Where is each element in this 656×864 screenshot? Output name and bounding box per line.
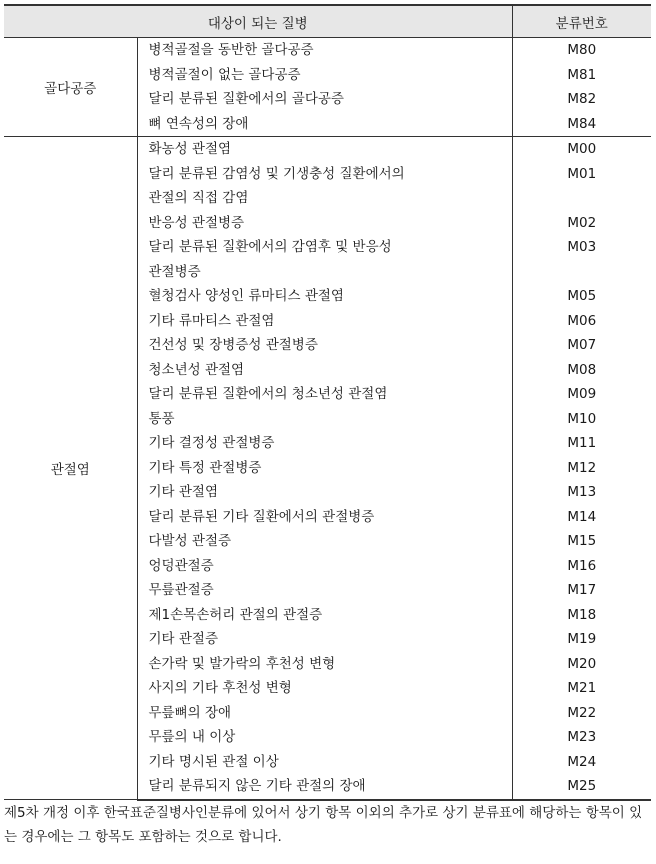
classification-code-cell: M19: [512, 627, 651, 652]
disease-name-line: 기타 특정 관절병증: [148, 459, 262, 476]
classification-code-cell: M09: [512, 382, 651, 407]
classification-code-cell: M06: [512, 309, 651, 334]
group-name-cell: 골다공증: [4, 38, 137, 137]
disease-name-line: 무릎의 내 이상: [148, 729, 236, 745]
disease-name-line: 청소년성 관절염: [148, 361, 245, 378]
disease-name-line: 기타 결정성 관절병증: [148, 435, 275, 451]
disease-name-line: 무릎뼈의 장애: [148, 704, 232, 721]
classification-code-cell: M18: [512, 603, 651, 628]
disease-name-line: 건선성 및 장병증성 관절병증: [148, 337, 318, 353]
disease-name-cell: [137, 407, 512, 432]
disease-name-cell: [137, 505, 512, 530]
classification-code-cell: M12: [512, 456, 651, 481]
disease-name-line: 달리 분류된 질환에서의 감염후 및 반응성: [148, 239, 392, 255]
disease-name-cell: [137, 63, 512, 88]
disease-name-cell: [137, 578, 512, 603]
disease-name-line: 기타 관절염: [148, 484, 218, 500]
disease-name-cell: [137, 480, 512, 505]
disease-name-cell: [137, 38, 512, 63]
group-name-cell: 관절염: [4, 137, 137, 800]
disease-name-cell: [137, 652, 512, 677]
disease-name-line: 달리 분류되지 않은 기타 관절의 장애: [148, 778, 366, 794]
classification-code-cell: M10: [512, 407, 651, 432]
disease-name-cell: [137, 529, 512, 554]
classification-code-cell: M21: [512, 676, 651, 701]
disease-name-cell: [137, 750, 512, 775]
classification-code-cell: M07: [512, 333, 651, 358]
disease-name-cell: [137, 627, 512, 652]
disease-classification-table: [4, 4, 651, 801]
disease-name-line: 통풍: [148, 410, 175, 427]
disease-name-cell: [137, 701, 512, 726]
classification-code-cell: M82: [512, 87, 651, 112]
disease-name-cell: [137, 603, 512, 628]
classification-code-cell: M25: [512, 774, 651, 800]
disease-name-line: 무릎관절증: [148, 582, 214, 598]
disease-name-cell: [137, 382, 512, 407]
disease-name-cell: [137, 554, 512, 579]
classification-code-cell: M17: [512, 578, 651, 603]
classification-code-cell: M11: [512, 431, 651, 456]
classification-code-cell: M01: [512, 162, 651, 211]
disease-name-line: 제1손목손허리 관절의 관절증: [148, 606, 323, 623]
classification-code-cell: M84: [512, 112, 651, 137]
table-header-row: [4, 5, 651, 38]
disease-name-cell: [137, 284, 512, 309]
disease-name-line: 관절의 직접 감염: [148, 190, 249, 206]
disease-name-cell: [137, 333, 512, 358]
classification-code-cell: M16: [512, 554, 651, 579]
disease-name-line: 관절병증: [148, 263, 201, 280]
header-disease: 대상이 되는 질병: [4, 5, 512, 38]
disease-name-line: 혈청검사 양성인 류마티스 관절염: [148, 288, 344, 304]
classification-code-cell: M20: [512, 652, 651, 677]
disease-name-cell: [137, 87, 512, 112]
classification-code-cell: M03: [512, 235, 651, 284]
table-row: [4, 137, 651, 162]
disease-name-line: 달리 분류된 질환에서의 골다공증: [148, 91, 344, 107]
disease-name-cell: [137, 309, 512, 334]
disease-name-cell: [137, 137, 512, 162]
header-code: 분류번호: [512, 5, 651, 38]
disease-name-cell: [137, 235, 512, 284]
disease-name-line: 반응성 관절병증: [148, 214, 245, 231]
classification-code-cell: M00: [512, 137, 651, 162]
disease-name-cell: [137, 112, 512, 137]
disease-name-cell: [137, 162, 512, 211]
classification-code-cell: M81: [512, 63, 651, 88]
disease-name-line: 엉덩관절증: [148, 557, 214, 574]
disease-name-line: 달리 분류된 기타 질환에서의 관절병증: [148, 508, 375, 525]
disease-name-line: 손가락 및 발가락의 후천성 변형: [148, 655, 336, 672]
disease-name-line: 병적골절을 동반한 골다공증: [148, 42, 314, 58]
disease-name-cell: [137, 431, 512, 456]
classification-code-cell: M05: [512, 284, 651, 309]
disease-name-cell: [137, 211, 512, 236]
classification-code-cell: M80: [512, 38, 651, 63]
disease-name-line: 화농성 관절염: [148, 141, 232, 157]
disease-name-line: 달리 분류된 질환에서의 청소년성 관절염: [148, 386, 388, 402]
classification-code-cell: M24: [512, 750, 651, 775]
classification-code-cell: M15: [512, 529, 651, 554]
disease-name-cell: [137, 358, 512, 383]
table-row: [4, 38, 651, 63]
classification-code-cell: M02: [512, 211, 651, 236]
disease-name-line: 기타 류마티스 관절염: [148, 312, 275, 329]
disease-name-line: 사지의 기타 후천성 변형: [148, 680, 292, 696]
disease-name-line: 병적골절이 없는 골다공증: [148, 66, 301, 83]
disease-name-cell: [137, 676, 512, 701]
disease-name-cell: [137, 456, 512, 481]
disease-name-line: 다발성 관절증: [148, 533, 232, 549]
classification-code-cell: M23: [512, 725, 651, 750]
disease-name-line: 기타 관절증: [148, 631, 218, 647]
disease-name-cell: [137, 774, 512, 800]
classification-code-cell: M08: [512, 358, 651, 383]
disease-name-line: 달리 분류된 감염성 및 기생충성 질환에서의: [148, 165, 405, 182]
classification-code-cell: M13: [512, 480, 651, 505]
disease-name-cell: [137, 725, 512, 750]
classification-code-cell: M22: [512, 701, 651, 726]
table-body: [4, 38, 651, 800]
disease-name-line: 뼈 연속성의 장애: [148, 115, 249, 132]
disease-name-line: 기타 명시된 관절 이상: [148, 753, 279, 770]
classification-code-cell: M14: [512, 505, 651, 530]
footnote: 제5차 개정 이후 한국표준질병사인분류에 있어서 상기 항목 이외의 추가로 상기 분류표에 해당하는 항목이 있는 경우에는 그 항목도 포함하는 것으로 합니다.: [4, 805, 643, 845]
